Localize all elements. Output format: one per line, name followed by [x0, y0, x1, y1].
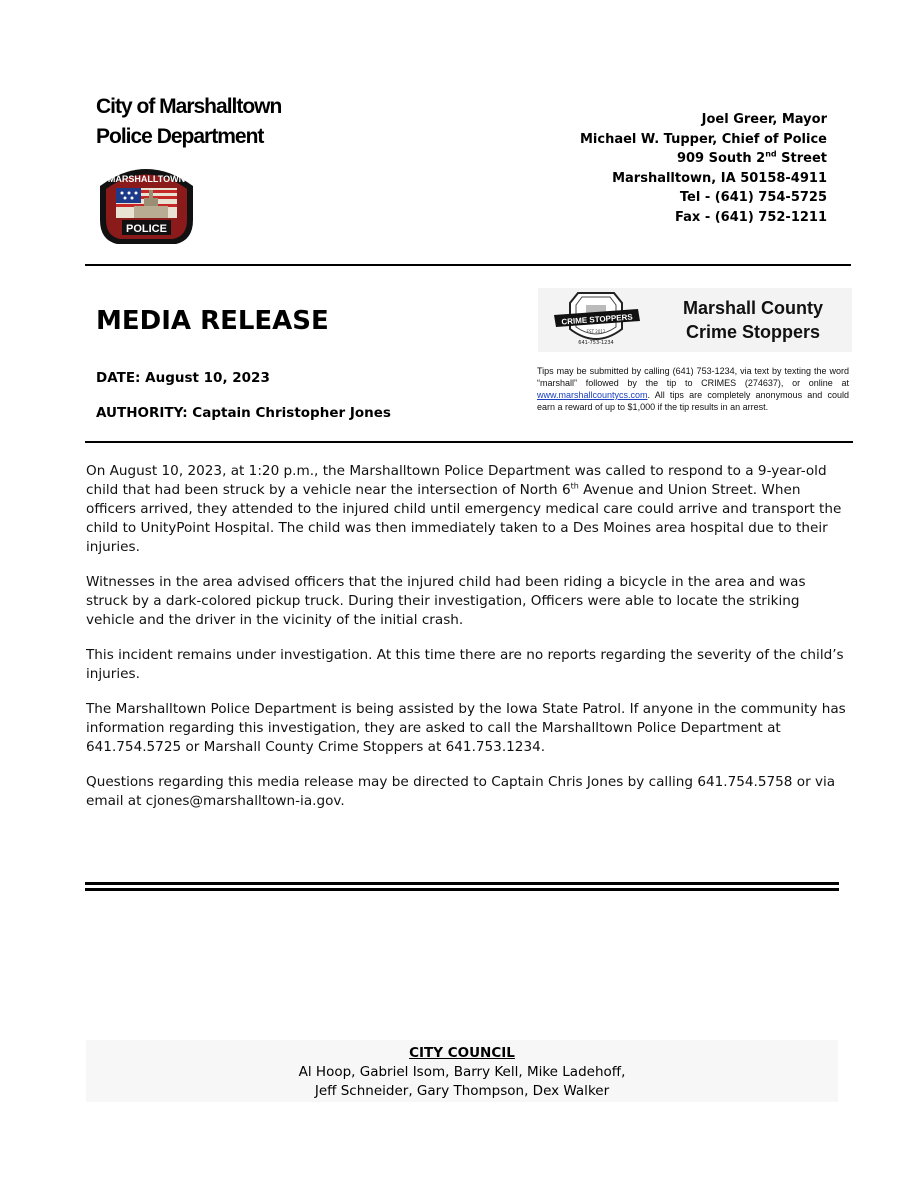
tips-info — [537, 365, 849, 413]
badge-police-text: POLICE — [126, 223, 167, 235]
crime-stoppers-name-line2: Crime Stoppers — [685, 322, 821, 342]
header-divider — [85, 264, 851, 266]
logo-ribbon-text: CRIME STOPPERS — [561, 312, 633, 327]
crime-stoppers-logo — [548, 289, 644, 351]
street-line — [580, 149, 827, 169]
logo-phone-text: 641-753-1234 — [578, 340, 614, 346]
letterhead-title — [96, 92, 281, 152]
street-name: Street — [776, 151, 827, 166]
department-name: Police Department — [96, 125, 264, 148]
crime-stoppers-website-link[interactable]: www.marshallcountycs.com — [537, 390, 648, 400]
release-authority: AUTHORITY: Captain Christopher Jones — [96, 405, 391, 421]
paragraph-incident — [86, 462, 846, 557]
badge-city-text: MARSHALLTOWN — [107, 174, 186, 184]
footer-divider-top — [85, 882, 839, 885]
release-body — [86, 462, 846, 827]
paragraph-incident-part2: Avenue and Union Street. When officers arrived, they attended to the injured child until emergency medical care could arrive and transport the child to UnityPoint Hospital. The child was then immediately taken to a Des Moines area hospital due to their injuries. — [86, 482, 842, 555]
paragraph-witnesses: Witnesses in the area advised officers that the injured child had been riding a bicycle in the area and was struck by a dark-colored pickup truck. During their investigation, Officers were able to locate the striking vehicle and the driver in the vicinity of the initial crash. — [86, 574, 806, 628]
section-divider — [85, 441, 853, 443]
media-release-title: MEDIA RELEASE — [96, 306, 329, 336]
city-state-zip-line: Marshalltown, IA 50158-4911 — [612, 170, 827, 186]
police-badge-logo — [94, 160, 199, 246]
paragraph-investigation: This incident remains under investigation. At this time there are no reports regarding the severity of the child’s injuries. — [86, 647, 844, 682]
council-members-line1: Al Hoop, Gabriel Isom, Barry Kell, Mike Ladehoff, — [298, 1064, 626, 1080]
paragraph-incident-part1: On August 10, 2023, at 1:20 p.m., the Marshalltown Police Department was called to respond to a 9-year-old child that had been struck by a vehicle near the intersection of North 6 — [86, 463, 827, 498]
ordinal-suffix: th — [570, 481, 579, 491]
chief-line: Michael W. Tupper, Chief of Police — [579, 131, 827, 147]
paragraph-assistance: The Marshalltown Police Department is being assisted by the Iowa State Patrol. If anyone in the community has information regarding this investigation, they are asked to call the Marshalltown Police Department at 641.754.5725 or Marshall County Crime Stoppers at 641.753.1234. — [86, 701, 846, 755]
release-date: DATE: August 10, 2023 — [96, 370, 270, 386]
tips-text-part2: . All tips are completely anonymous and could earn a reward of up to $1,000 if the tip results in an arrest. — [537, 390, 849, 412]
council-members-line2: Jeff Schneider, Gary Thompson, Dex Walker — [314, 1083, 610, 1099]
mayor-line: Joel Greer, Mayor — [701, 112, 827, 127]
tips-text-part1: Tips may be submitted by calling (641) 753-1234, via text by texting the word “marshall” followed by the tip to CRIMES (274637), or online at — [537, 366, 849, 388]
city-council-title: CITY COUNCIL — [409, 1045, 515, 1061]
city-name: City of Marshalltown — [96, 95, 282, 118]
logo-est-text: EST 2012 — [586, 329, 606, 334]
street-number: 909 South 2 — [676, 151, 766, 166]
footer-divider-bottom — [85, 888, 839, 891]
contact-block — [580, 110, 827, 227]
paragraph-contact: Questions regarding this media release may be directed to Captain Chris Jones by calling 641.754.5758 or via email at cjones@marshalltown-ia.gov. — [86, 774, 836, 809]
crime-stoppers-name-line1: Marshall County — [682, 298, 824, 318]
fax-line: Fax - (641) 752-1211 — [675, 209, 827, 225]
crime-stoppers-name — [658, 296, 848, 344]
street-ordinal: nd — [765, 149, 777, 159]
telephone-line: Tel - (641) 754-5725 — [679, 190, 827, 205]
city-council-members — [86, 1063, 838, 1101]
